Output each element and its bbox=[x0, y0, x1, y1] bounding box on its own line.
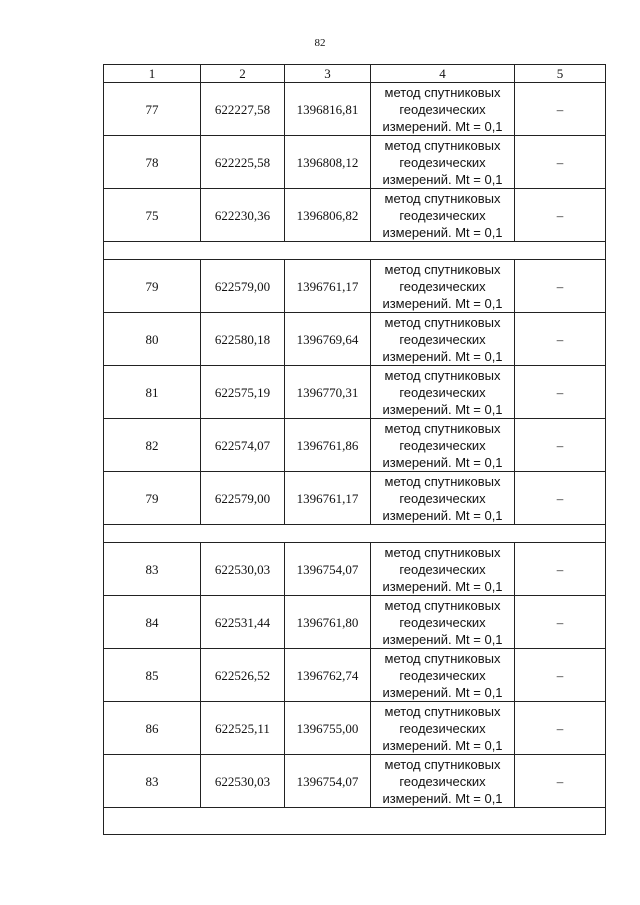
separator-cell bbox=[104, 808, 606, 835]
method-line: геодезических bbox=[399, 720, 486, 736]
table-row bbox=[104, 472, 606, 525]
method-line: метод спутниковых bbox=[384, 703, 501, 719]
x-coordinate-cell: 622525,11 bbox=[201, 702, 285, 755]
x-coordinate-cell: 622579,00 bbox=[201, 260, 285, 313]
header-cell-2: 2 bbox=[201, 65, 285, 83]
note-cell: – bbox=[515, 419, 606, 472]
note-cell: – bbox=[515, 543, 606, 596]
method-cell bbox=[371, 649, 515, 702]
note-cell: – bbox=[515, 702, 606, 755]
method-line: метод спутниковых bbox=[384, 84, 501, 100]
method-line: измерений. Mt = 0,1 bbox=[382, 578, 503, 594]
coordinates-table bbox=[103, 64, 606, 835]
y-coordinate-cell: 1396816,81 bbox=[285, 83, 371, 136]
method-line: метод спутниковых bbox=[384, 190, 501, 206]
header-cell-1: 1 bbox=[104, 65, 201, 83]
point-number-cell: 86 bbox=[104, 702, 201, 755]
note-cell: – bbox=[515, 472, 606, 525]
method-cell bbox=[371, 260, 515, 313]
x-coordinate-cell: 622531,44 bbox=[201, 596, 285, 649]
table-row bbox=[104, 136, 606, 189]
method-line: геодезических bbox=[399, 207, 486, 223]
table-row bbox=[104, 260, 606, 313]
method-cell bbox=[371, 702, 515, 755]
separator-cell bbox=[104, 242, 606, 260]
x-coordinate-cell: 622530,03 bbox=[201, 543, 285, 596]
method-line: геодезических bbox=[399, 101, 486, 117]
method-line: измерений. Mt = 0,1 bbox=[382, 295, 503, 311]
separator-cell bbox=[104, 525, 606, 543]
point-number-cell: 77 bbox=[104, 83, 201, 136]
method-line: измерений. Mt = 0,1 bbox=[382, 401, 503, 417]
method-line: метод спутниковых bbox=[384, 597, 501, 613]
table-row bbox=[104, 702, 606, 755]
x-coordinate-cell: 622230,36 bbox=[201, 189, 285, 242]
point-number-cell: 81 bbox=[104, 366, 201, 419]
y-coordinate-cell: 1396761,86 bbox=[285, 419, 371, 472]
point-number-cell: 75 bbox=[104, 189, 201, 242]
method-line: метод спутниковых bbox=[384, 367, 501, 383]
y-coordinate-cell: 1396754,07 bbox=[285, 755, 371, 808]
note-cell: – bbox=[515, 596, 606, 649]
x-coordinate-cell: 622225,58 bbox=[201, 136, 285, 189]
y-coordinate-cell: 1396754,07 bbox=[285, 543, 371, 596]
table-row bbox=[104, 596, 606, 649]
method-cell bbox=[371, 419, 515, 472]
method-line: измерений. Mt = 0,1 bbox=[382, 631, 503, 647]
x-coordinate-cell: 622530,03 bbox=[201, 755, 285, 808]
y-coordinate-cell: 1396761,17 bbox=[285, 472, 371, 525]
note-cell: – bbox=[515, 313, 606, 366]
method-line: измерений. Mt = 0,1 bbox=[382, 224, 503, 240]
x-coordinate-cell: 622575,19 bbox=[201, 366, 285, 419]
method-line: измерений. Mt = 0,1 bbox=[382, 454, 503, 470]
method-line: измерений. Mt = 0,1 bbox=[382, 118, 503, 134]
table-row bbox=[104, 419, 606, 472]
y-coordinate-cell: 1396761,80 bbox=[285, 596, 371, 649]
y-coordinate-cell: 1396806,82 bbox=[285, 189, 371, 242]
method-line: метод спутниковых bbox=[384, 314, 501, 330]
y-coordinate-cell: 1396761,17 bbox=[285, 260, 371, 313]
table-row bbox=[104, 366, 606, 419]
y-coordinate-cell: 1396808,12 bbox=[285, 136, 371, 189]
y-coordinate-cell: 1396769,64 bbox=[285, 313, 371, 366]
point-number-cell: 79 bbox=[104, 260, 201, 313]
method-line: метод спутниковых bbox=[384, 650, 501, 666]
method-line: геодезических bbox=[399, 384, 486, 400]
method-line: метод спутниковых bbox=[384, 261, 501, 277]
method-line: геодезических bbox=[399, 667, 486, 683]
method-line: геодезических bbox=[399, 437, 486, 453]
point-number-cell: 82 bbox=[104, 419, 201, 472]
method-cell bbox=[371, 189, 515, 242]
table-row bbox=[104, 189, 606, 242]
table-row bbox=[104, 649, 606, 702]
method-line: метод спутниковых bbox=[384, 544, 501, 560]
point-number-cell: 85 bbox=[104, 649, 201, 702]
x-coordinate-cell: 622526,52 bbox=[201, 649, 285, 702]
method-cell bbox=[371, 755, 515, 808]
note-cell: – bbox=[515, 366, 606, 419]
table-row bbox=[104, 543, 606, 596]
separator-row bbox=[104, 242, 606, 260]
method-line: метод спутниковых bbox=[384, 420, 501, 436]
method-line: измерений. Mt = 0,1 bbox=[382, 684, 503, 700]
coordinates-table-body bbox=[104, 65, 606, 835]
method-line: измерений. Mt = 0,1 bbox=[382, 790, 503, 806]
method-line: геодезических bbox=[399, 331, 486, 347]
method-line: измерений. Mt = 0,1 bbox=[382, 737, 503, 753]
x-coordinate-cell: 622227,58 bbox=[201, 83, 285, 136]
method-cell bbox=[371, 83, 515, 136]
note-cell: – bbox=[515, 136, 606, 189]
page-number: 82 bbox=[314, 37, 326, 49]
method-cell bbox=[371, 596, 515, 649]
method-line: геодезических bbox=[399, 561, 486, 577]
method-cell bbox=[371, 366, 515, 419]
x-coordinate-cell: 622580,18 bbox=[201, 313, 285, 366]
point-number-cell: 79 bbox=[104, 472, 201, 525]
table-header-row bbox=[104, 65, 606, 83]
method-cell bbox=[371, 472, 515, 525]
table-row bbox=[104, 755, 606, 808]
method-line: геодезических bbox=[399, 773, 486, 789]
table-row bbox=[104, 313, 606, 366]
method-line: метод спутниковых bbox=[384, 473, 501, 489]
point-number-cell: 80 bbox=[104, 313, 201, 366]
note-cell: – bbox=[515, 260, 606, 313]
header-cell-4: 4 bbox=[371, 65, 515, 83]
separator-row bbox=[104, 808, 606, 835]
method-line: геодезических bbox=[399, 154, 486, 170]
method-cell bbox=[371, 543, 515, 596]
y-coordinate-cell: 1396762,74 bbox=[285, 649, 371, 702]
note-cell: – bbox=[515, 755, 606, 808]
method-line: геодезических bbox=[399, 278, 486, 294]
header-cell-5: 5 bbox=[515, 65, 606, 83]
method-line: измерений. Mt = 0,1 bbox=[382, 507, 503, 523]
y-coordinate-cell: 1396770,31 bbox=[285, 366, 371, 419]
method-line: измерений. Mt = 0,1 bbox=[382, 348, 503, 364]
table-row bbox=[104, 83, 606, 136]
point-number-cell: 78 bbox=[104, 136, 201, 189]
x-coordinate-cell: 622574,07 bbox=[201, 419, 285, 472]
note-cell: – bbox=[515, 189, 606, 242]
point-number-cell: 83 bbox=[104, 755, 201, 808]
y-coordinate-cell: 1396755,00 bbox=[285, 702, 371, 755]
point-number-cell: 84 bbox=[104, 596, 201, 649]
method-line: метод спутниковых bbox=[384, 137, 501, 153]
method-cell bbox=[371, 136, 515, 189]
x-coordinate-cell: 622579,00 bbox=[201, 472, 285, 525]
method-line: геодезических bbox=[399, 490, 486, 506]
note-cell: – bbox=[515, 83, 606, 136]
method-line: геодезических bbox=[399, 614, 486, 630]
method-line: метод спутниковых bbox=[384, 756, 501, 772]
separator-row bbox=[104, 525, 606, 543]
method-line: измерений. Mt = 0,1 bbox=[382, 171, 503, 187]
header-cell-3: 3 bbox=[285, 65, 371, 83]
note-cell: – bbox=[515, 649, 606, 702]
point-number-cell: 83 bbox=[104, 543, 201, 596]
method-cell bbox=[371, 313, 515, 366]
